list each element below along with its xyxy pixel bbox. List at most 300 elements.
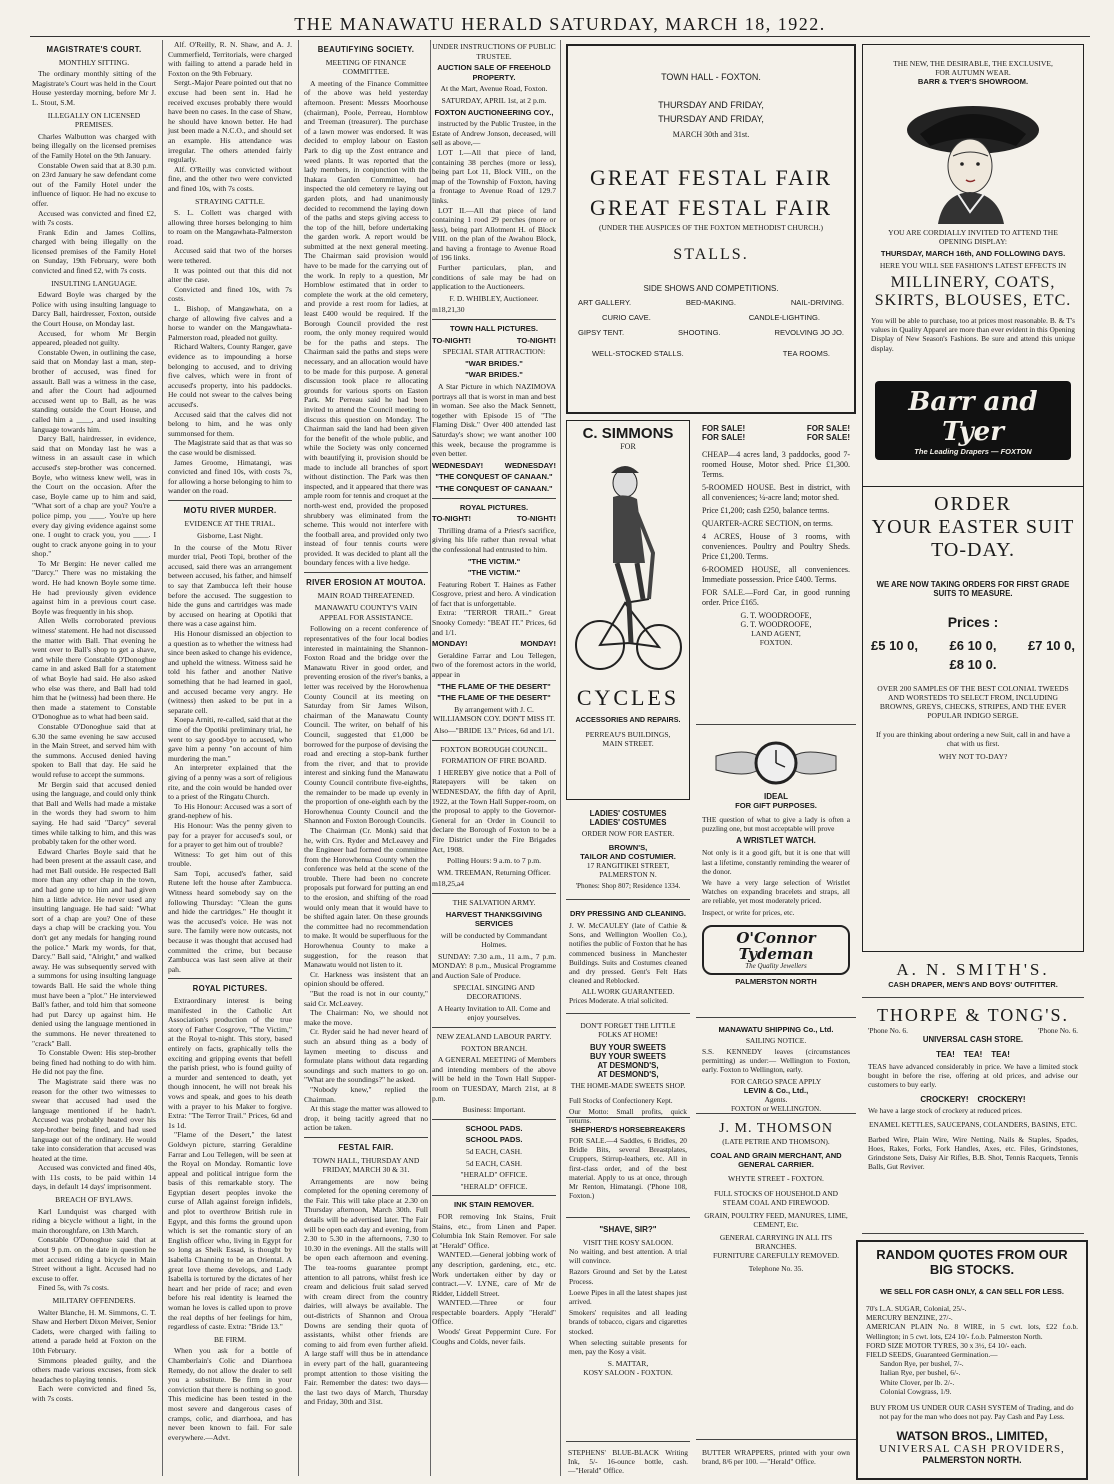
paragraph: Darcy Ball, hairdresser, in evidence, said that on Monday last he was a witness in an assault case in which accused's step-brother was concerned. Boyle, who witness knew well, was in the Court on the occasion. After the case, Boyle came up to him and said, "What sort of a chap are you? You're a police pimp, you ____. You're up here every day giving evidence against some one. I ought to crack you, you ____. I ought to crack anyone going in to your shop." [32, 434, 156, 559]
quote-item: Sandon Rye, per bushel, 7/-. [880, 1359, 964, 1369]
subhead: MONTHLY SITTING. [58, 57, 130, 67]
tonight-banner: TO-NIGHT! TO-NIGHT! [432, 335, 556, 345]
paragraph: A GENERAL MEETING of Members and intending members of the above will be held in the Town Hall Supper-room on TUESDAY, March 21st, at 8 p.m. [432, 1055, 556, 1103]
paragraph: The Chairman (Cr. Monk) said that he, with Crs. Ryder and McLeavey and the Engineer had formed the committee from the Horowhenua County when the conference was held at the scene of the trouble. There had been no concrete proposals put forward for putting an end to the erosion, and shifting of the road would only mean that it would have to be shifted again later. On these grounds the committee had no recommendation to make. It would be superfluous for the Horowhenua County to make a suggestion, for the reason that Manawatu would not listen to it. [304, 825, 428, 970]
ad-line: VISIT THE KOSY SALOON. [582, 1238, 674, 1247]
ad-line: DON'T FORGET THE LITTLE FOLKS AT HOME! [580, 1021, 676, 1039]
paragraph: Walter Blanche, H. M. Simmons, C. T. Shaw and Herbert Dixon Meiver, Senior Cadets, were charged with failing to attend a parade held at Foxton on the 10th February. [32, 1307, 156, 1355]
notice-line: Business: Important. [462, 1105, 526, 1115]
ad-row: ART GALLERY. BED-MAKING. NAIL-DRIVING. [578, 298, 844, 307]
ad-text: FOR SALE.—Ford Car, in good running order. Price £165. [702, 588, 850, 607]
notice-title: SCHOOL PADS. [465, 1135, 523, 1145]
paragraph: The Chairman: No, we should not make the move. [304, 1008, 428, 1027]
logo-text: Tydeman [738, 944, 814, 963]
column-notices [432, 40, 556, 1476]
ad-title: AT DESMOND'S, [597, 1070, 659, 1079]
paragraph: instructed by the Public Trustee, in the Estate of Andrew Jonson, deceased, will sell as above,— [432, 119, 556, 148]
ad-line: MARCH 30th and 31st. [672, 130, 750, 139]
ad-line: SAILING NOTICE. [745, 1036, 807, 1045]
ad-title: LADIES' COSTUMES [589, 809, 667, 818]
paragraph: Richard Walters, County Ranger, gave evidence as to impounding a horse belonging to accused, and to driving five calves, which were in front of accused's property, into his paddocks. He could not swear to the calves being accused's. [168, 342, 292, 409]
notice-line: FOXTON BRANCH. [460, 1043, 528, 1053]
notice-line: will be conducted by Commandant Holmes. [440, 930, 548, 950]
ad-title: MANAWATU SHIPPING Co., Ltd. [718, 1025, 834, 1034]
divider [432, 319, 556, 320]
horsebreakers-ad [566, 1122, 690, 1218]
paragraph: To Constable Owen: His step-brother being fined had nothing to do with him. He did not pay the fine. [32, 1048, 156, 1077]
paragraph: Karl Lundquist was charged with riding a bicycle without a light, in the main thoroughfare, on 13th March. [32, 1206, 156, 1235]
quote-item: AMERICAN PLAIN No. 8 WIRE, in 5 cwt. lots, £22 f.o.b. Wellington; in 5 cwt. lots, £24 10/- f.o.b. Palmerston North. [866, 1322, 1078, 1341]
paragraph: Arrangements are now being completed for the opening ceremony of the Fair. This will take place at 2.30 on Thursday afternoon, March 30th. Full details will be advertised later. The Fair will be open each day and evening, from 2.30 to 5.30 in the afternoons, 7.30 to 10.30 in the evenings. All the stalls will be open each afternoon and evening. The tea-rooms guarantee prompt attention to all patrons, whilst fresh ice cream and delicious fruit salad served with cream direct from the country dairies, will always be available. The out-districts of Shannon and Oroua Downs are sending their quota of assistants, whilst other friends are coming to aid from even further afield. A large staff will thus be in attendance in every part of the hall, guaranteeing prompt attention to those visiting the Fair. Remember the dates: two days—the last two days of March, Thursday and Friday, 30th and 31st. [304, 1176, 428, 1407]
smiths-draper-ad [862, 958, 1084, 998]
quote-item: FORD SIZE MOTOR TYRES, 30 x 3½, £4 10/- each. [866, 1340, 1027, 1350]
notice-title: NEW ZEALAND LABOUR PARTY. [436, 1032, 552, 1042]
paragraph: It was pointed out that this did not alter the case. [168, 265, 292, 285]
paragraph: Accused was convicted and fined 40s, with 11s costs, to be paid within 14 days, in default 14 days' imprisonment. [32, 1163, 156, 1192]
notice-line: "HERALD" OFFICE. [460, 1181, 528, 1191]
paragraph: Cr. Ryder said he had never heard of such an absurd thing as a body of laymen meeting to discuss and formulate plans without data regarding soundings and such matters to go on. "What are the soundings?" he asked. [304, 1027, 428, 1085]
paragraph: Geraldine Farrar and Lou Tellegen, two of the foremost actors in the world, appear in [432, 650, 556, 680]
divider [432, 893, 556, 894]
ad-text: OVER 200 SAMPLES OF THE BEST COLONIAL TWEEDS AND WORSTEDS TO SELECT FROM, INCLUDING BROWNS, GREYS, CHECKS, STRIPES, AND THE EVER POPULAR INDIGO SERGE. [877, 683, 1069, 720]
notice-line: At the Mart, Avenue Road, Foxton. [440, 84, 548, 94]
film-title: "THE VICTIM." [467, 568, 521, 578]
ad-subtitle: (UNDER THE AUSPICES OF THE FOXTON METHODIST CHURCH.) [598, 223, 824, 232]
ad-line: FOR AUTUMN WEAR. [935, 68, 1011, 77]
ad-line: FOXTON or WELLINGTON. [730, 1103, 822, 1113]
ad-line: WE ARE NOW TAKING ORDERS FOR FIRST GRADE SUITS TO MEASURE. [876, 579, 1070, 598]
paragraph: A Star Picture in which NAZIMOVA portrays all that is worst in man and best in woman. See also the Mack Sennett, together with Episode 15 of "The Flaming Disk." Over 400 attended last Saturday's show; we want another 100 this week, because the programme is even better. [432, 382, 556, 459]
ad-line: GRAIN, POULTRY FEED, MANURES, LIME, CEMENT, Etc. [704, 1211, 848, 1229]
ad-text: Our Motto: Small profits, quick returns. [569, 1107, 687, 1126]
ad-line: Telephone No. 35. [748, 1264, 804, 1273]
subhead: BREACH OF BYLAWS. [55, 1195, 133, 1205]
divider [432, 740, 556, 741]
reference: m18,25,a4 [432, 879, 465, 889]
film-title: "WAR BRIDES." [465, 358, 523, 368]
paragraph: S. L. Collett was charged with allowing three horses belonging to him to roam on the Mangawhata-Palmerston road. [168, 208, 292, 246]
ad-line: THURSDAY AND FRIDAY, [658, 100, 764, 110]
notice-line: Also—"BRIDE 13." Prices, 6d and 1/1. [433, 726, 555, 735]
paragraph: Cr. Harkness was insistent that an opinion should be offered. [304, 969, 428, 989]
paragraph: WANTED.—Three or four respectable boarders. Apply "Herald" Office. [432, 1298, 556, 1327]
ad-title: TO-DAY. [931, 538, 1015, 561]
ad-line: SIDE SHOWS AND COMPETITIONS. [643, 284, 779, 293]
watch-icon [716, 734, 836, 792]
for-sale-ad [696, 420, 856, 725]
ad-title: BUY YOUR SWEETS [590, 1052, 666, 1061]
ad-line: COAL AND GRAIN MERCHANT, AND GENERAL CARRIER. [710, 1151, 842, 1169]
paragraph: His Honour: Was the penny given to pay for a prayer for accused's soul, or for a prayer to get him out of trouble? [168, 820, 292, 850]
ad-line: BARR & TYER'S SHOWROOM. [917, 77, 1029, 86]
subhead: ILLEGALLY ON LICENSED PREMISES. [47, 110, 141, 130]
signature: G. T. WOODROOFE, [740, 611, 812, 620]
ad-line: GENERAL CARRYING IN ALL ITS BRANCHES. [719, 1233, 833, 1251]
notice-line: 5d EACH, CASH. [465, 1158, 523, 1168]
ad-title: DRY PRESSING AND CLEANING. [570, 909, 686, 918]
paragraph: Constable O'Donoghue said that at 6.30 the same evening he saw accused in the Main Street, and served him with the summons. Accused denied having spoken to Ball that day. He said he would refuse to accept the summons. [32, 721, 156, 779]
divider [432, 1027, 556, 1028]
paragraph: WANTED.—General jobbing work of any description, gardening, etc., etc. Work undertaken either by day or contract.—V. LYNE, care of Mr de Ridder, Liddell Street. [432, 1250, 556, 1298]
paragraph: Sergt.-Major Peare pointed out that no excuse had been sent in. Had he received excuses probably there would have been no cases. In the case of Shaw, he should have known better. He had just been made a N.C.O., and should set an example. His attendance was irregular. The others attended fairly regularly. [168, 78, 292, 165]
ad-text: BUY FROM US UNDER OUR CASH SYSTEM of Trading, and do not pay for the man who does not pay. Pay Cash and Pay Less. [870, 1403, 1074, 1422]
notice-line: SPECIAL SINGING AND DECORATIONS. [453, 982, 535, 1002]
signature: G. T. WOODROOFE, [740, 620, 812, 629]
notice-title: THE SALVATION ARMY. [452, 897, 536, 907]
quote-item: MERCURY BENZINE, 27/-. [866, 1313, 953, 1323]
paragraph: Accused said that two of the horses were tethered. [168, 246, 292, 266]
ad-title: AT DESMOND'S, [597, 1061, 659, 1070]
paragraph: To His Honour: Accused was a sort of grand-nephew of his. [168, 801, 292, 821]
paragraph: Accused, for whom Mr Bergin appeared, pleaded not guilty. [32, 328, 156, 348]
paragraph: LOT I.—All that piece of land, containing 38 perches (more or less), being part Lot 11, Block VIII., on the map of the Township of Foxton, having a frontage to Avenue Road of 129.7 links. [432, 147, 556, 205]
paragraph: Edward Charles Boyle said that he had been present at the assault case, and had met Ball outside. He respected Ball more than any other chap in the town, and had gone up to him and had given him a little advice. He never used any insulting language. He had said: "What sort of a chap are you? One of these days a chap will be cracking you. You don't get any medals for hanging round the police." Mark my words, for that, Darcy." Ball said, "Alright," and walked away. He was subsequently served with a summons for using insulting language towards Ball. He said the whole thing must have been a "plot." He interviewed Ball's father, and told him that someone had put Darcy up against him. He denied using the language mentioned in the summons. He never threatened to "crack" Ball. [32, 846, 156, 1048]
paragraph: Mr Bergin said that accused denied using the language, and could only think that Ball and Wells had made a mistake in the words they had sworn to him saying. He had said "Darcy" several times while talking to him, and this was probably taken for the other word. [32, 779, 156, 847]
paragraph: Koepa Arniti, re-called, said that at the time of the Opotiki preliminary trial, he went to say good-bye to accused, who gave him a penny "on account of him murdering the man." [168, 715, 292, 763]
thomson-coal-ad [696, 1118, 856, 1440]
ad-text: TEAS have advanced considerably in price. We have a limited stock bought in before the rise, offering at old prices, and advise our customers to buy early. [868, 1062, 1078, 1090]
divider [304, 1137, 428, 1138]
ad-line: 'Phones: Shop 807; Residence 1334. [575, 882, 681, 890]
subhead: BE FIRM. [213, 1334, 247, 1344]
paragraph: Allen Wells corroborated previous witness' statement. He had not discussed the matter with Ball. That evening he went over to Ball's shop to get a shave, and while there Constable O'Donoghue came in and asked Ball for a statement of what Boyle had said. He also asked who else was there, and Ball had told him that he (witness) had been there. He then made a statement to Constable O'Donoghue as to what had been said. [32, 616, 156, 722]
paragraph: The Magistrate said that as that was so the case would be dismissed. [168, 438, 292, 457]
ink-ad [566, 1446, 690, 1476]
headline: ROYAL PICTURES. [192, 984, 268, 994]
ad-title: "SHAVE, SIR?" [599, 1225, 657, 1234]
paragraph: In the course of the Motu River murder trial, Peoti Topi, brother of the accused, said there was an arrangement between accused, his father, and himself to say that Zambucca left their house before the accused. The suggestion to hide the guns and cartridges was made by accused on hearing at Opotiki that there was a case against him. [168, 542, 292, 629]
paragraph: Extraordinary interest is being manifested in the Catholic Art Association's production of the true story of Father Cosgrove, "The Victim," at the Royal to-night. This story, based entirely on facts, graphically tells the exciting and gripping events that befell the parish priest, who is found guilty of a murder and sentenced to death, yet though innocent, he will not break his vows and speak, and goes to his death with a prayer to his Maker to forgive. Extra: "The Terror Trail." Prices, 6d and 1s 1d. [168, 996, 292, 1130]
ad-title: WATSON BROS., LIMITED, [896, 1429, 1048, 1444]
paragraph: "But the road is not in our county," said Cr. McLeavey. [304, 989, 428, 1008]
ad-line: CASH DRAPER, MEN'S AND BOYS' OUTFITTER. [888, 980, 1058, 989]
signature: LAND AGENT, [751, 629, 801, 638]
paragraph: Featuring Robert T. Haines as Father Cosgrove, priest and hero. A vindication of fact that is unforgettable. [432, 579, 556, 608]
paragraph: Following on a recent conference of representatives of the four local bodies interested in maintaining the Shannon-Foxton Road and the bridge over the Manawatu River in good order, and preventing erosion of the river's banks, a letter was received by the Horowhenua County Council at its meeting on Saturday from Sir James Wilson, chairman of the Manawatu County Council. The writer, on behalf of his Council, suggested that £1,000 be borrowed for the purpose of devising the road and erecting a stop-bank further from the river, and that to provide interest and sinking fund the Manawatu County Council contribute five-eighths, the remainder to be made up evenly in the proportion of one-eighth each by the Horowhenua County Council and the Shannon and Foxton Borough Councils. [304, 624, 428, 826]
ad-line: FOR GIFT PURPOSES. [735, 801, 817, 810]
signature: S. MATTAR, [607, 1359, 649, 1369]
ad-title: BIG STOCKS. [929, 1262, 1015, 1277]
ad-text: Smokers' requisites and all leading brands of tobacco, cigars and cigarettes stocked. [569, 1308, 687, 1336]
ad-title: A. N. SMITH'S. [896, 960, 1050, 979]
paragraph: Fined 5s, with 7s costs. [38, 1283, 109, 1293]
notice-line: SATURDAY, APRIL 1st, at 2 p.m. [441, 95, 547, 105]
kosy-saloon-ad [566, 1222, 690, 1442]
monday-banner: MONDAY! MONDAY! [432, 639, 556, 649]
barr-tyer-ad [862, 44, 1084, 952]
ad-line: ENAMEL KETTLES, SAUCEPANS, COLANDERS, BASINS, ETC. [868, 1119, 1078, 1129]
signature: F. D. WHIBLEY, Auctioneer. [449, 293, 539, 303]
ad-text: No waiting, and best attention. A trial will convince. [569, 1247, 687, 1266]
paragraph: Constable Owen said that at 8.30 p.m. on 23rd January he saw defendant come out of the Family Hotel under the influence of liquor. He had no excuse to offer. [32, 160, 156, 208]
headline: FESTAL FAIR. [338, 1142, 394, 1152]
ad-text: Full Stocks of Confectionery Kept. [569, 1096, 673, 1105]
paragraph: James Groome, Himatangi, was convicted and fined 10s, with costs 7s, for allowing a horse belonging to him to wander on the road. [168, 457, 292, 496]
ad-row: GIPSY TENT. SHOOTING. REVOLVING JO JO. [578, 328, 844, 337]
watson-bros-ad [856, 1240, 1088, 1480]
paragraph: "Nobody knew," replied the Chairman. [304, 1084, 428, 1104]
ad-line: BROWN'S, [608, 843, 648, 852]
divider [168, 500, 292, 501]
headline: RIVER EROSION AT MOUTOA. [306, 578, 426, 588]
ad-line: 17 RANGITIKEI STREET, [586, 861, 670, 870]
ad-line: FOR [620, 442, 636, 451]
divider [432, 498, 556, 499]
butter-wrappers-ad [696, 1446, 856, 1476]
festal-fair-ad [566, 44, 856, 414]
subhead: MAIN ROAD THREATENED. [317, 590, 415, 600]
tonight-banner: TO-NIGHT! TO-NIGHT! [432, 514, 556, 524]
logo-subtext: The Leading Drapers — FOXTON [914, 446, 1032, 456]
ad-line: UNIVERSAL CASH STORE. [922, 1035, 1024, 1044]
ad-text: If you are thinking about ordering a new Suit, call in and have a chat with us first. [875, 729, 1070, 748]
film-title: "THE VICTIM." [467, 556, 521, 566]
ad-text: 6-ROOMED HOUSE, all conveniences. Immediate possession. Price £400. Terms. [702, 565, 850, 584]
ad-title: IDEAL [764, 792, 788, 801]
quote-item: Italian Rye, per bushel, 6/-. [880, 1368, 961, 1378]
wristlet-watch-ad [696, 730, 856, 1018]
ad-title: THORPE & TONG'S. [876, 1005, 1070, 1025]
paragraph: When you ask for a bottle of Chamberlain's Colic and Diarrhoea Remedy, do not allow the dealer to sell you a substitute. Be firm in your conviction that there is nothing so good. This medicine has been tested in the most severe and dangerous cases of cramps, colic, and diarrhoea, and has never been known to fail. For sale everywhere.—Advt. [168, 1346, 292, 1442]
notice-title: FOXTON BOROUGH COUNCIL. [440, 744, 548, 754]
notice-line: A Hearty Invitation to All. Come and enjoy yourselves. [437, 1003, 551, 1023]
cyclist-illustration [573, 453, 683, 683]
ad-line: THURSDAY, MARCH 16th, AND FOLLOWING DAYS. [880, 249, 1066, 258]
ad-text: Not only is it a good gift, but it is one that will last a lifetime, constantly reminding the wearer of the donor. [702, 848, 850, 876]
ad-line: LEVIN & Co., Ltd., [743, 1085, 809, 1095]
paragraph: L. Bishop, of Mangawhata, on a charge of allowing five calves and a horse to wander on the Mangawhata-Palmerston road, pleaded not guilty. [168, 304, 292, 342]
paragraph: FOR removing Ink Stains, Fruit Stains, etc., from Linen and Paper. Columbia Ink Stain Remover. For sale at "Herald" Office. [432, 1211, 556, 1250]
quote-item: 70's L.A. SUGAR, Colonial, 25/-. [866, 1304, 967, 1313]
ad-text: WHY NOT TO-DAY? [938, 751, 1008, 761]
notice-title: TOWN HALL PICTURES. [450, 324, 538, 334]
ad-title: GREAT FESTAL FAIR [589, 195, 833, 220]
headline: BEAUTIFYING SOCIETY. [317, 45, 415, 54]
paragraph: "Flame of the Desert," the latest Goldwyn picture, starring Geraldine Farrar and Lou Tellegen, will be seen at the Royal on Monday. Romantic love appeal and political intrigue form the basis of this remarkable story. The Egyptian desert peoples invoke the curse of Allah against foreign infidels, and plot to overthrow British rule in Egypt, and this forms the ground upon which is set the romantic story of an English officer who, living in Egypt for so long as Sheik Essad, is thought by Isabella Channing to be an Oriental. A great love theme develops, and Lady Isabella is tortured by the dictates of her heart and her pride of race; and even before his real identity is learned the woman he loves is called upon to prove the real depths of her feelings for him, regardless of caste. Extra: "Bride 13." [168, 1130, 292, 1332]
ad-line: PALMERSTON NORTH. [922, 1455, 1022, 1466]
browns-costumes-ad [566, 806, 690, 900]
paragraph: Witness: To get him out of this trouble. [168, 849, 292, 869]
ad-line: FOR CARGO SPACE APPLY [730, 1076, 822, 1086]
paragraph: SUNDAY: 7.30 a.m., 11 a.m., 7 p.m. MONDAY: 8 p.m., Musical Programme and Auction Sale of Produce. [432, 951, 556, 981]
ad-text: When selecting suitable presents for men, pay the Kosy a visit. [569, 1337, 687, 1357]
notice-line: By arrangement with J. C. WILLIAMSON COY. DON'T MISS IT. [432, 704, 556, 724]
paragraph: LOT II.—All that piece of land containing 1 rood 29 perches (more or less), being part Allotment H. of Block VIII. on the plan of the Awahou Block, and having a frontage to Avenue Road of 196 links. [432, 205, 556, 263]
reference: m18,21,30 [432, 305, 465, 315]
ad-line: WE SELL FOR CASH ONLY, & CAN SELL FOR LESS. [880, 1287, 1064, 1296]
ad-line: ACCESSORIES AND REPAIRS. [575, 715, 681, 724]
subhead: STRAYING CATTLE. [195, 196, 265, 206]
paragraph: Sam Topi, accused's father, said Rutene left the house after Zambucca. Witness heard somebody say on the following Thursday: "Clean the guns and hide the cartridges." He thought it was the accused's voice. He was not sure. The family were now outcasts, not because it was thought that accused had committed the crime, but because Zambucca was last seen alive at their pah. [168, 868, 292, 974]
ad-text: FOR SALE.—4 Saddles, 6 Bridles, 20 Bridle Bits, several Breastplates, Cruppers, Stirrup-leathers, etc. All in first-class order, and of the best material. Apply to us at once, through Mr Renton, Himatangi. ('Phone 108, Foxton.) [569, 1136, 687, 1201]
signature: FOXTON. [759, 638, 793, 647]
ad-title: UNIVERSAL CASH PROVIDERS, [879, 1443, 1065, 1456]
ad-line: THURSDAY AND FRIDAY, [658, 114, 764, 124]
notice-line: FORMATION OF FIRE BOARD. [441, 756, 547, 766]
ad-line: HERE YOU WILL SEE FASHION'S LATEST EFFECTS IN [879, 261, 1067, 270]
headline: MOTU RIVER MURDER. [183, 505, 277, 515]
ad-text: Prices Moderate. A trial solicited. [569, 996, 668, 1006]
film-title: "THE FLAME OF THE DESERT" [437, 681, 551, 691]
column-rule [298, 40, 299, 1476]
film-title: "THE FLAME OF THE DESERT" [437, 693, 551, 703]
ad-text: Barbed Wire, Plain Wire, Wire Netting, Nails & Staples, Spades, Hoes, Rakes, Forks, Fork Handles, Axes, etc. Files, Grindstones, Grindstone Sets, Daisy Air Rifles, B.B. Shot, Tennis Racquets, Tennis Balls, Gut Reviver. [868, 1134, 1078, 1172]
paragraph: The Magistrate said there was no reason for the other two witnesses to swear that accused had used the language mentioned if he hadn't. Accused was probably heated over his step-brother being fined, and had used language out of the ordinary. He would take into consideration that accused was heated at the time. [32, 1076, 156, 1163]
subhead: MEETING OF FINANCE COMMITTEE. [325, 57, 407, 77]
ad-line: YOU ARE CORDIALLY INVITED TO ATTEND THE OPENING DISPLAY: [888, 228, 1058, 246]
price: £8 10 0. [949, 656, 997, 672]
notice-title: INK STAIN REMOVER. [453, 1200, 535, 1210]
dry-cleaning-ad [566, 906, 690, 1014]
paragraph: To Mr Bergin: He never called me "Darcy." There was no mistaking the word. He had known Boyle some time. He had previously given evidence against him in a previous court case. Boyle was frequently in his shop. [32, 558, 156, 616]
ad-title: SHEPHERD'S HORSEBREAKERS [570, 1125, 686, 1134]
paragraph: An interpreter explained that the giving of a penny was a sort of religious rite, and the coin would be handed over to a priest of the Ringatu Church. [168, 763, 292, 802]
signature: WM. TREEMAN, Returning Officer. [437, 867, 551, 877]
quote-item: Colonial Cowgrass, 1/9. [880, 1386, 952, 1396]
paragraph: Accused was convicted and fined £2, with 7s costs. [32, 208, 156, 228]
ad-text: You will be able to purchase, too at prices most reasonable. B. & T's values in Quality Apparel are more than ever evident in this Opening Display of New Season's Fashions. Be sure and attend this unique display. [871, 316, 1075, 353]
barr-tyer-logo [875, 381, 1071, 460]
ad-title: YOUR EASTER SUIT [871, 515, 1075, 538]
ad-title: J. M. THOMSON [719, 1121, 833, 1136]
ad-title: ORDER [934, 492, 1012, 515]
paragraph: Simmons pleaded guilty, and the others made various excuses, from sick headaches to playing tennis. [32, 1355, 156, 1384]
simmons-cycles-ad [566, 420, 690, 800]
lady-illustration [898, 94, 1048, 224]
ad-title: GREAT FESTAL FAIR [589, 165, 833, 190]
logo-text: O'Connor [736, 928, 816, 947]
column-rule [560, 40, 561, 1476]
paragraph: A meeting of the Finance Committee of the above was held yesterday afternoon. Present: Messrs Moorhouse (chairman), Poole, Perreau, Hornblow and Treeman (treasurer). The purchase of a lawn mower was endorsed. It was decided to employ labour on Easton Park to dig up the Zost entrance and weed plants. It was reported that the lady members, in conjunction with the Ihakara Garden Committee, had inspected the old cemetery re laying out garden plots, and had unanimously decided to recommend the laying down of the paths and steps giving access to the top of the hill, before undertaking the garden work. A report would be submitted at the next general meeting. The Chairman said provision would have to be made for the carrying out of the work. In reply to a question, Mr Hornblow estimated that in order to complete the work at the old cemetery, and provide a rest room for ladies, at least £400 would be required. If the Borough Council provided the rest room, the only money required would be for the paths and steps. The Chairman said the paths and steps were necessary, and an allocation would have to be made for this purpose. A general discussion took place re allocating grounds for various sports on Easton Park. Mr Perreau said he had been invited to attend the Council meeting to discuss this question on Monday. The Chairman said the land had been given for the benefit of the whole public, and while the Society was only concerned with beautifying it, provision should be made to include all branches of sport without distinction. The Park was then inspected, and it appeared that there was ample room for tennis and croquet at the north-west end, provided the proposed shrubbery was eliminated from the scheme. This would not interfere with the football area, and provided only two instead of four tennis courts were provided. It was decided to plant all the boundary fences with a live hedge. [304, 78, 428, 568]
notice-line: "HERALD" OFFICE. [460, 1170, 528, 1180]
ad-title: LADIES' COSTUMES [589, 818, 667, 827]
logo-text: Barr and Tyer [908, 386, 1038, 447]
column-court-continued [168, 40, 292, 1476]
paragraph: Edward Boyle was charged by the Police with using insulting language to Darcy Ball, hairdresser, Foxton, outside the Court House, on Monday last. [32, 290, 156, 329]
ad-title: C. SIMMONS [582, 425, 674, 442]
ad-title: CYCLES [576, 685, 680, 710]
column-rule [430, 40, 431, 1476]
paragraph: His Honour dismissed an objection to a question as to whether the witness had since been asked to change his evidence, and upheld the witness. Witness said he told his father and another Native something that he had learned in gaol, and accused became very angry. He (witness) then asked to be put in a separate cell. [168, 629, 292, 715]
divider [432, 1119, 556, 1120]
divider [432, 1195, 556, 1196]
notice-title: SCHOOL PADS. [465, 1123, 523, 1133]
subhead: MILITARY OFFENDERS. [52, 1296, 136, 1305]
masthead: THE MANAWATU HERALD SATURDAY, MARCH 18, 1922. [30, 14, 1090, 37]
oconnor-tydeman-logo [702, 925, 850, 975]
ad-text: We have a very large selection of Wristlet Watches on expanding bracelets and straps, all are reliable, yet most moderately priced. [702, 878, 850, 906]
ad-row: WELL-STOCKED STALLS. TEA ROOMS. [592, 349, 830, 358]
notice-line: Polling Hours: 9 a.m. to 7 p.m. [446, 856, 542, 866]
ad-row: 'Phone No. 6. 'Phone No. 6. [868, 1026, 1078, 1035]
wednesday-banner: WEDNESDAY! WEDNESDAY! [432, 460, 556, 470]
notice-title: ROYAL PICTURES. [459, 502, 529, 512]
ad-row: FOR SALE! FOR SALE! [702, 424, 850, 433]
film-title: "THE CONQUEST OF CANAAN." [435, 483, 553, 493]
ad-line: Agents. [764, 1094, 788, 1104]
desmonds-sweets-ad [566, 1018, 690, 1126]
paragraph: Further particulars, plan, and conditions of sale may be had on application to the Auctioneers. [432, 263, 556, 292]
ad-text: THE question of what to give a lady is often a puzzling one, but most acceptable will prove [702, 815, 850, 834]
paragraph: Charles Walbutton was charged with being illegally on the licensed premises of the Family Hotel on the 9th January. [32, 131, 156, 160]
dateline: Gisborne, Last Night. [197, 531, 263, 541]
ad-title: RANDOM QUOTES FROM OUR [876, 1247, 1068, 1262]
paragraph: The ordinary monthly sitting of the Magistrate's Court was held in the Court House yesterday morning, before Mr J. L. Stout, S.M. [32, 69, 156, 107]
ad-line: ALL WORK GUARANTEED. [581, 987, 675, 997]
ad-line: PERREAU'S BUILDINGS, [585, 730, 671, 739]
ad-text: Razors Ground and Set by the Latest Process. [569, 1267, 687, 1286]
ad-text: We have a large stock of crockery at reduced prices. [868, 1105, 1022, 1115]
ad-line: WHYTE STREET - FOXTON. [728, 1174, 824, 1183]
column-beautifying-society [304, 40, 428, 1476]
subhead: MANAWATU COUNTY'S VAIN APPEAL FOR ASSISTANCE. [314, 603, 418, 622]
ad-line: TOWN HALL - FOXTON. [661, 72, 761, 82]
signature: KOSY SALOON - FOXTON. [583, 1368, 673, 1378]
paragraph: Each were convicted and fined 5s, with 7s costs. [32, 1384, 156, 1403]
paragraph: Constable Owen, in outlining the case, said that on Monday last a man, step-brother of accused, was fined for assault. Ball was a witness in the case, and after the Court had adjourned accused went up to Ball, as he was standing outside the Court House, and called him a ____, and used insulting language towards him. [32, 347, 156, 434]
paragraph: Thrilling drama of a Priest's sacrifice, giving his life rather than reveal what the confessional had entrusted to him. [432, 525, 556, 554]
ad-line: FULL STOCKS OF HOUSEHOLD AND STEAM COAL AND FIREWOOD. [713, 1189, 838, 1207]
paragraph: Frank Edin and James Collins, charged with being illegally on the licensed premises of the Family Hotel on Sunday, 19th February, were both convicted and fined £2, with 7s costs. [32, 227, 156, 276]
subhead: EVIDENCE AT THE TRIAL. [184, 518, 276, 528]
paragraph: I HEREBY give notice that a Poll of Ratepayers will be taken on WEDNESDAY, the fifth day of April, 1922, at the Town Hall Supper-room, on the proposal to apply to the Governor-General for an Order in Council to declare the Borough of Foxton to be a Fire District under the Fire Brigades Act, 1908. [432, 767, 556, 854]
ad-line: ORDER NOW FOR EASTER. [581, 829, 675, 838]
ad-text: S.S. KENNEDY leaves (circumstances permitting) as under:— Wellington to Foxton, early. Foxton to Wellington, early. [702, 1047, 850, 1075]
subhead: INSULTING LANGUAGE. [51, 278, 137, 288]
paragraph: Convicted and fined 10s, with 7s costs. [168, 284, 292, 304]
ad-row: CURIO CAVE. CANDLE-LIGHTING. [602, 313, 820, 322]
divider [304, 572, 428, 573]
ad-text: J. W. McCAULEY (late of Cathie & Sons, and Wellington Woollen Co.), notifies the public of Foxton that he has commenced business in Manchester Buildings. Suits and Costumes cleaned and dry pressed. Gent's Felt Hats cleaned and Reblocked. [569, 921, 687, 986]
ad-text: QUARTER-ACRE SECTION, on terms. [702, 519, 833, 528]
ad-text: 4 ACRES, House of 3 rooms, with conveniences. Poultry and Poultry Sheds. Price £1,200. Terms. [702, 532, 850, 561]
film-title: "THE CONQUEST OF CANAAN." [435, 472, 553, 482]
ad-title: SKIRTS, BLOUSES, ETC. [874, 292, 1072, 309]
ad-line: THE NEW, THE DESIRABLE, THE EXCLUSIVE, [893, 59, 1053, 68]
prices-row: £5 10 0, £6 10 0, £7 10 0, [871, 637, 1075, 653]
ad-line: A WRISTLET WATCH. [736, 836, 816, 846]
ad-title: BUY YOUR SWEETS [590, 1043, 666, 1052]
headline: MAGISTRATE'S COURT. [46, 45, 142, 54]
ad-title: STALLS. [673, 246, 749, 263]
paragraph: Extra: "TERROR TRAIL." Great Snooky Comedy: "BEAT IT." Prices, 6d and 1/1. [432, 608, 556, 637]
shipping-ad [696, 1022, 856, 1114]
ad-line: CROCKERY! CROCKERY! [920, 1094, 1026, 1104]
ad-text: Loewe Pipes in all the latest shapes just arrived. [569, 1287, 687, 1307]
notice-line: 5d EACH, CASH. [465, 1146, 523, 1156]
prices-heading: Prices : [947, 613, 999, 630]
ad-title: MILLINERY, COATS, [890, 274, 1056, 291]
paragraph: Woods' Great Peppermint Cure. For Coughs and Colds, never fails. [432, 1327, 556, 1346]
ad-line: (LATE PETRIE AND THOMSON). [722, 1137, 830, 1146]
column-rule [162, 40, 163, 1476]
paragraph: Alf. O'Reilly was convicted without fine, and the other two were convicted and fined 10s, with 7s costs. [168, 164, 292, 193]
ad-line: PALMERSTON NORTH [735, 976, 817, 986]
quote-item: FIELD SEEDS, Guaranteed Germination.— [866, 1350, 998, 1360]
ad-text: BUTTER WRAPPERS, printed with your own brand, 8/6 per 100. —"Herald" Office. [702, 1448, 850, 1467]
ad-line: TEA! TEA! TEA! [936, 1050, 1010, 1059]
ad-line: TAILOR AND COSTUMIER. [580, 852, 676, 861]
paragraph: Accused said that the calves did not belong to him, and he was only summonsed for them. [168, 409, 292, 438]
ad-text: CHEAP—4 acres land, 3 paddocks, good 7-roomed House, Motor shed. Price £1,300. Terms. [702, 450, 850, 479]
notice-title: FOXTON AUCTIONEERING COY., [434, 107, 554, 117]
ad-text: STEPHENS' BLUE-BLACK Writing Ink, 5/- 16-ounce bottle, cash. —"Herald" Office. [568, 1448, 688, 1476]
ad-line: PALMERSTON N. [599, 870, 657, 879]
logo-subtext: The Quality Jewellers [745, 961, 807, 970]
paragraph: Alf. O'Reilly, R. N. Shaw, and A. J. Cummerfield, Territorials, were charged with failing to attend a parade held in Foxton on the 9th February. [168, 40, 292, 78]
ad-row: FOR SALE! FOR SALE! [702, 433, 850, 442]
subhead: TOWN HALL, THURSDAY AND FRIDAY, MARCH 30 & 31. [312, 1155, 420, 1175]
